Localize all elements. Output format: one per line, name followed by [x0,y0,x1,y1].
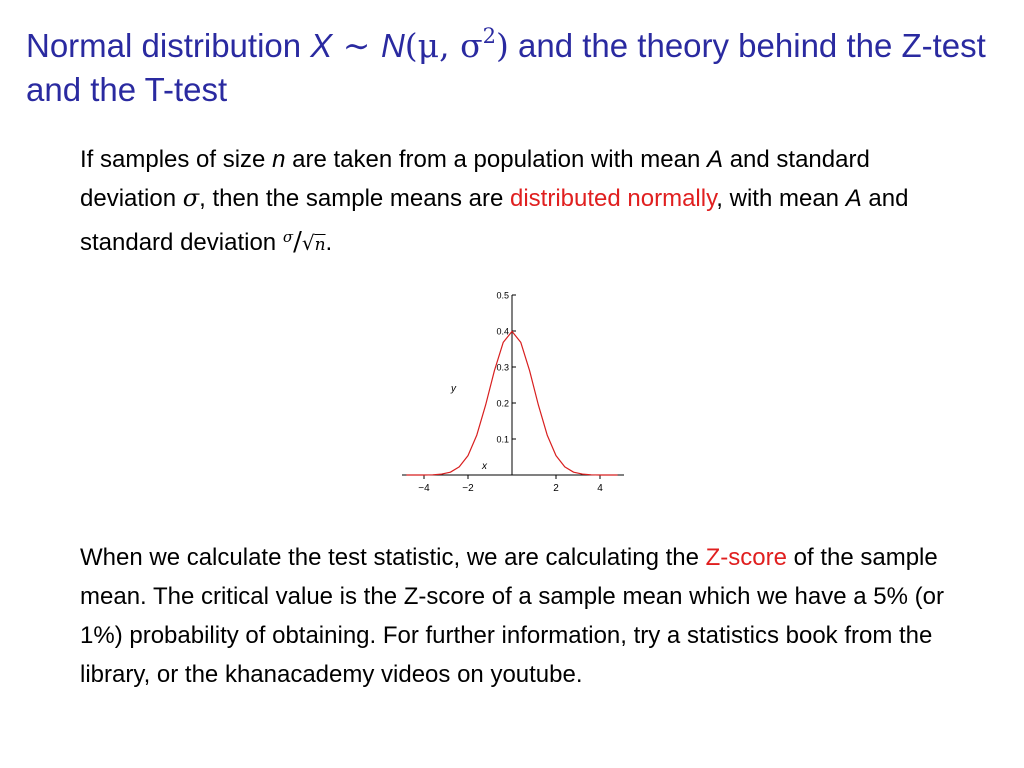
x-tick-label: 4 [597,483,603,494]
paragraph-sample-means [80,140,970,265]
p1-text-3: and standard deviation [80,146,870,212]
frac-denominator: n [314,235,326,255]
title-exponent: 2 [482,24,496,48]
p1-distributed-normally: distributed normally [509,185,717,212]
y-tick-label: 0.5 [496,290,509,301]
y-tick-label: 0.2 [496,398,509,409]
p2-text-2: of the sample mean. The critical value is the Z-score of a sample mean which we have a 5% (or 1%) probability of obtaining. For further information, try a statistics book from the library, or the khanacademy videos on youtube. [80,544,944,688]
p1-text-1: If samples of size [80,146,273,173]
p1-text-2: are taken from a population with mean [285,146,708,173]
p1-text-6: and standard deviation [80,185,909,256]
title-close: ) [495,26,509,65]
p1-mean-a-2: A [845,185,862,212]
p1-text-5: , with mean [716,185,846,212]
title-sim: ∼ [332,26,381,65]
p1-text-7: . [325,229,333,256]
chart-layer [402,291,624,495]
p1-sigma: σ [182,184,200,212]
title-text: Normal distribution [26,27,311,64]
slide-title [26,24,1006,112]
p1-n: n [272,146,286,173]
p2-z-score: Z-score [705,544,787,571]
sqrt-symbol: √ [301,231,315,255]
y-tick-label: 0.4 [496,326,509,337]
title-variable: X [310,27,333,64]
sigma-over-root-n [283,228,326,256]
x-axis-label: x [482,461,487,472]
x-tick-label: −2 [462,483,474,494]
x-tick-label: 2 [553,483,559,494]
normal-distribution-chart [392,282,632,502]
title-rest: and the theory behind the Z-test and the T-test [26,27,986,108]
y-tick-label: 0.1 [496,434,509,445]
y-axis-label: y [451,383,456,395]
p1-text-4: , then the sample means are [199,185,510,212]
frac-numerator: σ [282,228,294,246]
y-tick-label: 0.3 [496,362,509,373]
p2-text-1: When we calculate the test statistic, we are calculating the [80,544,706,571]
paragraph-test-statistic [80,538,970,694]
p1-mean-a: A [707,146,724,173]
title-params: (μ, σ [404,26,483,65]
title-dist: N [380,27,405,64]
x-tick-label: −4 [418,483,430,494]
frac-slash: / [293,227,302,257]
